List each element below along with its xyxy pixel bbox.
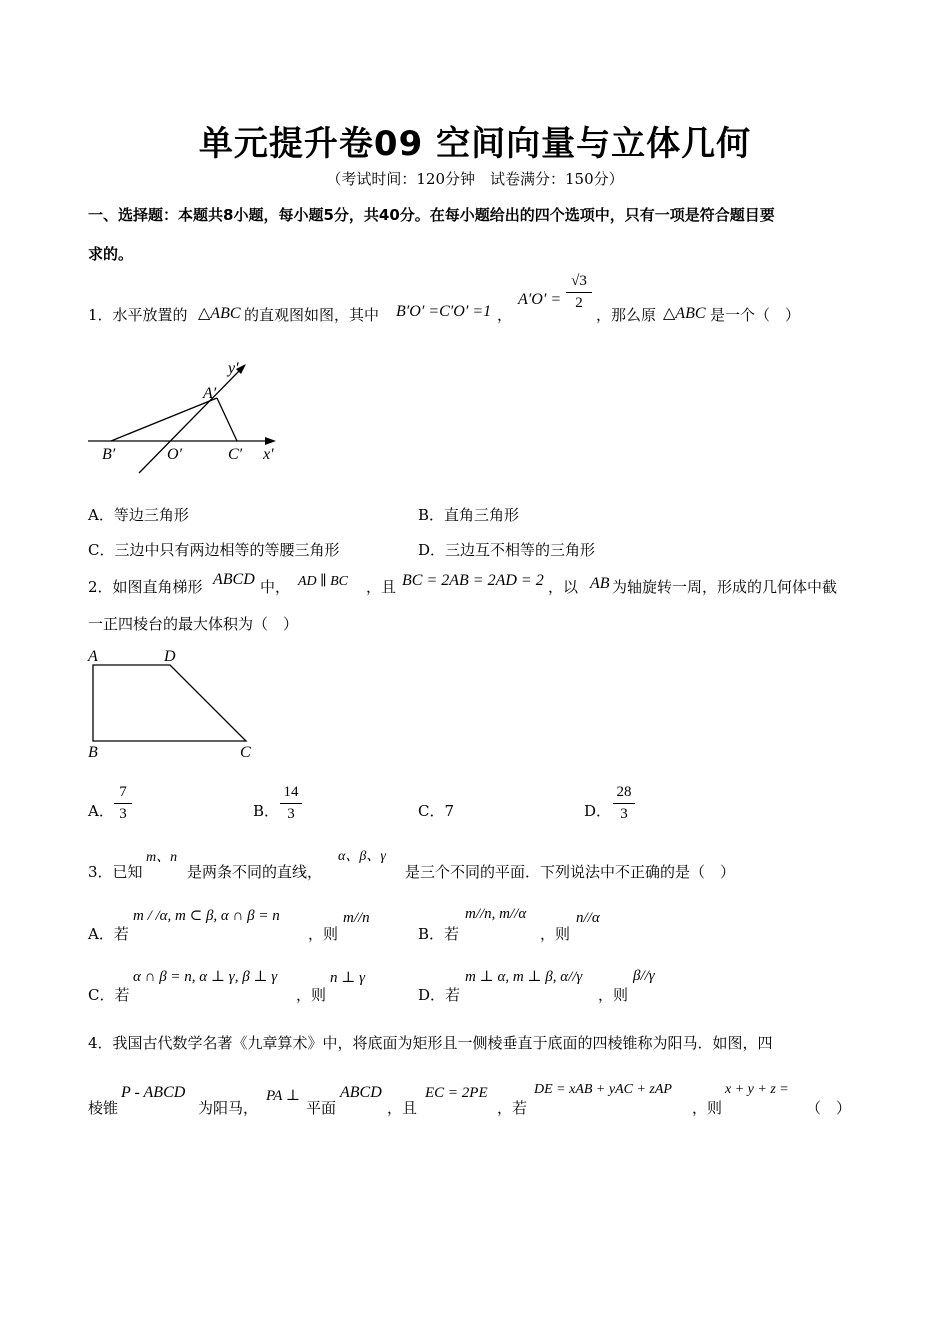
q2-cond1: AD ∥ BC <box>298 574 349 589</box>
option-label: C．若 <box>88 986 130 1004</box>
q2-figure <box>84 644 264 762</box>
option-then: ，则 <box>296 986 327 1004</box>
q2-option-c[interactable]: C．7 <box>418 802 455 820</box>
q1-fraction <box>566 273 592 312</box>
fraction-bar <box>114 803 132 804</box>
label-b: B <box>88 744 98 761</box>
q3-prefix: 3．已知 <box>88 863 143 881</box>
section-heading-line1: 一、选择题：本题共8小题，每小题5分，共40分。在每小题给出的四个选项中，只有一项是符合题目要 <box>88 206 775 224</box>
option-result: n//α <box>576 910 600 926</box>
label-b-prime: B′ <box>102 446 116 463</box>
q1-after: ，那么原 <box>596 306 657 324</box>
q1-cond1: B′O′ =C′O′ =1 <box>396 303 492 320</box>
q1-option-d[interactable]: D．三边互不相等的三角形 <box>418 541 596 559</box>
frac-num: 7 <box>119 784 127 800</box>
q4-p3: 平面 <box>306 1099 337 1117</box>
frac-num: 28 <box>616 784 632 800</box>
q4-line1: 4．我国古代数学名著《九章算术》中，将底面为矩形且一侧棱垂直于底面的四棱锥称为阳马．如图，四 <box>88 1034 773 1052</box>
q3-planes: α、β、γ <box>338 849 386 864</box>
label-y-prime: y′ <box>228 360 239 377</box>
q1-prefix: 1．水平放置的 <box>88 306 188 324</box>
q4-p4: ，且 <box>387 1099 418 1117</box>
q2-prefix: 2．如图直角梯形 <box>88 578 203 596</box>
segment-b-a <box>111 398 217 441</box>
q4-p7: （ ） <box>806 1099 852 1117</box>
fraction-bar <box>613 803 635 804</box>
option-condition: m//n, m//α <box>465 906 527 922</box>
option-result: n ⊥ γ <box>330 970 366 986</box>
q4-pyramid: P - ABCD <box>121 1084 186 1101</box>
q2-option-d-fraction <box>613 784 635 823</box>
q2-option-a-label: A． <box>88 802 114 820</box>
q1-option-b[interactable]: B．直角三角形 <box>418 506 520 524</box>
q2-yi: ，以 <box>548 578 579 596</box>
q1-frac-num: √3 <box>571 273 587 289</box>
q3-tail: 是三个不同的平面．下列说法中不正确的是（ ） <box>405 863 736 881</box>
q1-option-c[interactable]: C．三边中只有两边相等的等腰三角形 <box>88 541 340 559</box>
q4-de: DE = xAB + yAC + zAP <box>534 1082 672 1097</box>
q1-mid: 的直观图如图，其中 <box>244 306 380 324</box>
option-then: ，则 <box>540 925 571 943</box>
segment-a-c <box>217 398 237 441</box>
q2-option-a-fraction <box>114 784 132 823</box>
q2-qie: ，且 <box>366 578 397 596</box>
frac-den: 3 <box>620 806 628 822</box>
q1-triangle-2: △ABC <box>663 305 706 322</box>
q4-p2: 为阳马， <box>198 1099 259 1117</box>
fraction-bar <box>280 803 302 804</box>
q1-cond2-lhs: A′O′ = <box>518 291 562 308</box>
q3-mid: 是两条不同的直线， <box>187 863 323 881</box>
q1-option-a[interactable]: A．等边三角形 <box>88 506 189 524</box>
q2-option-b-label: B． <box>253 802 280 820</box>
q2-option-b-fraction <box>280 784 302 823</box>
q1-tail: 是一个（ ） <box>710 306 801 324</box>
frac-num: 14 <box>283 784 299 800</box>
option-then: ，则 <box>308 925 339 943</box>
q2-line2: 一正四棱台的最大体积为（ ） <box>88 615 299 633</box>
label-a-prime: A′ <box>203 385 217 402</box>
q2-option-d-label: D． <box>584 802 612 820</box>
q2-axis: AB <box>590 575 610 592</box>
option-then: ，则 <box>598 986 629 1004</box>
option-condition: m ⊥ α, m ⊥ β, α//γ <box>465 969 583 985</box>
label-c-prime: C′ <box>228 446 243 463</box>
option-label: A．若 <box>88 925 129 943</box>
page-title: 单元提升卷09 空间向量与立体几何 <box>198 124 752 164</box>
q4-pa: PA ⊥ <box>266 1088 300 1104</box>
trapezoid <box>93 665 246 741</box>
exam-info: （考试时间：120分钟 试卷满分：150分） <box>326 170 624 188</box>
option-condition: m / /α, m ⊂ β, α ∩ β = n <box>133 908 280 924</box>
q2-cond2: BC = 2AB = 2AD = 2 <box>402 572 544 589</box>
y-axis <box>139 368 242 473</box>
q4-abcd: ABCD <box>340 1084 382 1101</box>
fraction-bar <box>566 292 592 293</box>
frac-den: 3 <box>287 806 295 822</box>
label-o-prime: O′ <box>167 446 183 463</box>
q2-zhong: 中， <box>260 578 291 596</box>
section-heading-line2: 求的。 <box>88 245 134 263</box>
label-a: A <box>88 648 98 665</box>
option-result: β//γ <box>633 968 655 984</box>
frac-den: 3 <box>119 806 127 822</box>
option-result: m//n <box>343 910 370 926</box>
q4-p1: 棱锥 <box>88 1099 119 1117</box>
option-label: B．若 <box>418 925 460 943</box>
option-condition: α ∩ β = n, α ⊥ γ, β ⊥ γ <box>133 969 278 985</box>
q4-xyz: x + y + z = <box>725 1082 789 1097</box>
option-label: D．若 <box>418 986 461 1004</box>
x-axis-arrow <box>265 437 276 445</box>
q1-comma: ， <box>497 306 513 324</box>
q4-p5: ，若 <box>497 1099 528 1117</box>
q4-ec: EC = 2PE <box>425 1085 488 1101</box>
label-d: D <box>164 648 176 665</box>
q2-quad: ABCD <box>213 571 255 588</box>
q1-figure <box>84 355 294 480</box>
label-c: C <box>240 744 251 761</box>
q4-p6: ，则 <box>692 1099 723 1117</box>
q1-frac-den: 2 <box>575 295 583 311</box>
q3-lines: m、n <box>146 850 178 865</box>
q2-tail1: 为轴旋转一周，形成的几何体中截 <box>612 578 838 596</box>
q1-triangle: △ABC <box>198 305 241 322</box>
label-x-prime: x′ <box>263 446 274 463</box>
